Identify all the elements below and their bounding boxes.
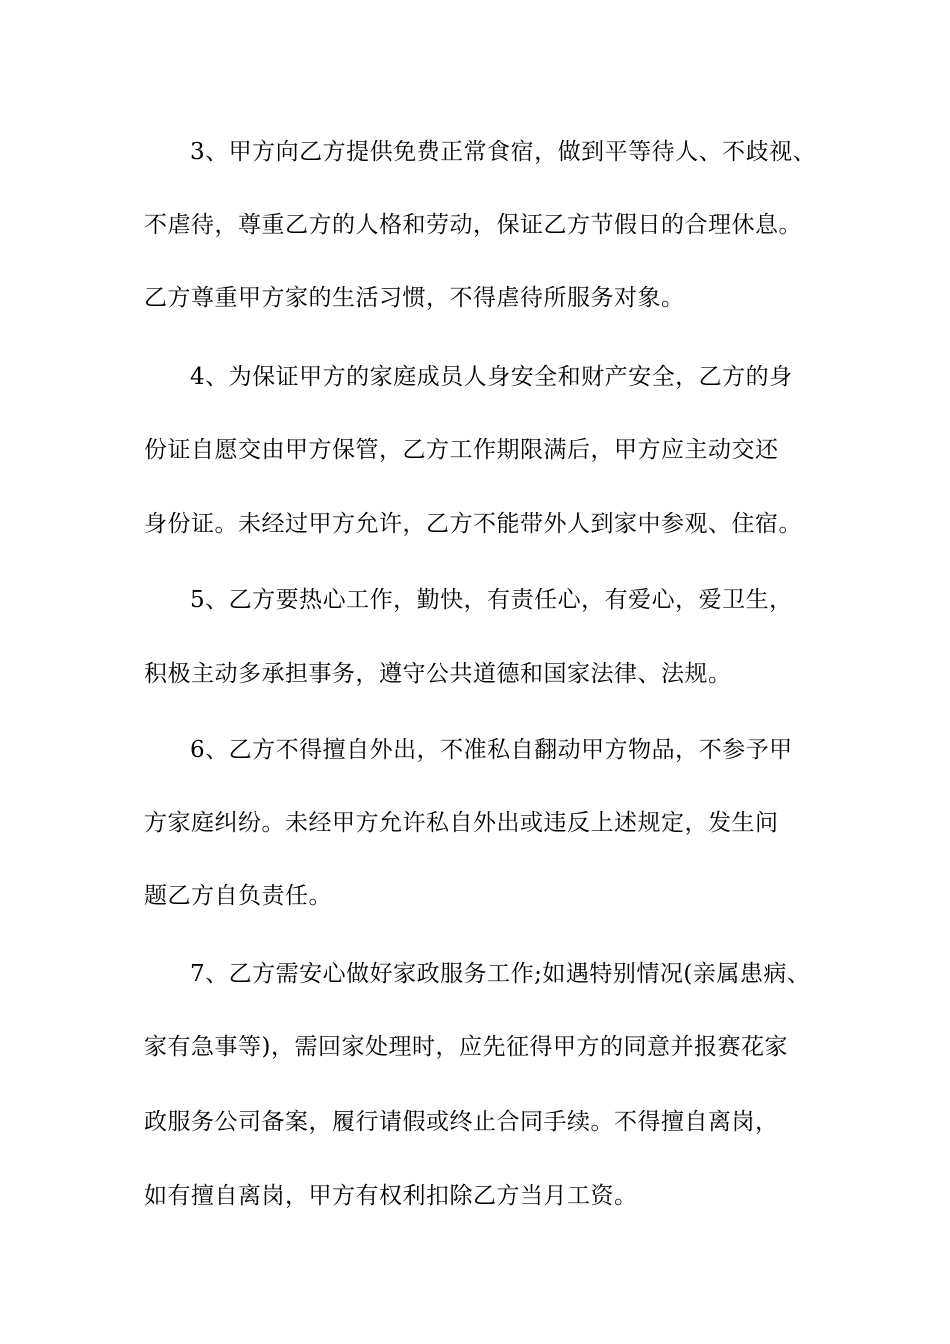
clause-4-line-3: 身份证。未经过甲方允许，乙方不能带外人到家中参观、住宿。 — [144, 511, 802, 537]
clause-3-line-3: 乙方尊重甲方家的生活习惯，不得虐待所服务对象。 — [144, 285, 685, 311]
clause-7-line-4: 如有擅自离岗，甲方有权利扣除乙方当月工资。 — [144, 1183, 638, 1209]
clause-5-line-2: 积极主动多承担事务，遵守公共道德和国家法律、法规。 — [144, 661, 732, 687]
clause-7-line-2: 家有急事等)，需回家处理时，应先征得甲方的同意并报赛花家 — [144, 1034, 788, 1060]
clause-7-line-3: 政服务公司备案，履行请假或终止合同手续。不得擅自离岗， — [144, 1109, 779, 1135]
clause-4-line-1: 4、为保证甲方的家庭成员人身安全和财产安全，乙方的身 — [190, 364, 793, 390]
clause-6-line-1: 6、乙方不得擅自外出，不准私自翻动甲方物品，不参予甲 — [190, 737, 793, 763]
clause-5-line-1: 5、乙方要热心工作，勤快，有责任心，有爱心，爱卫生， — [190, 587, 793, 613]
clause-6-line-2: 方家庭纠纷。未经甲方允许私自外出或违反上述规定，发生问 — [144, 810, 779, 836]
clause-7-line-1: 7、乙方需安心做好家政服务工作;如遇特别情况(亲属患病、 — [190, 961, 811, 987]
clause-4-line-2: 份证自愿交由甲方保管，乙方工作期限满后，甲方应主动交还 — [144, 437, 779, 463]
clause-3-line-2: 不虐待，尊重乙方的人格和劳动，保证乙方节假日的合理休息。 — [144, 212, 802, 238]
clause-6-line-3: 题乙方自负责任。 — [144, 883, 332, 909]
clause-3-line-1: 3、甲方向乙方提供免费正常食宿，做到平等待人、不歧视、 — [190, 139, 817, 165]
